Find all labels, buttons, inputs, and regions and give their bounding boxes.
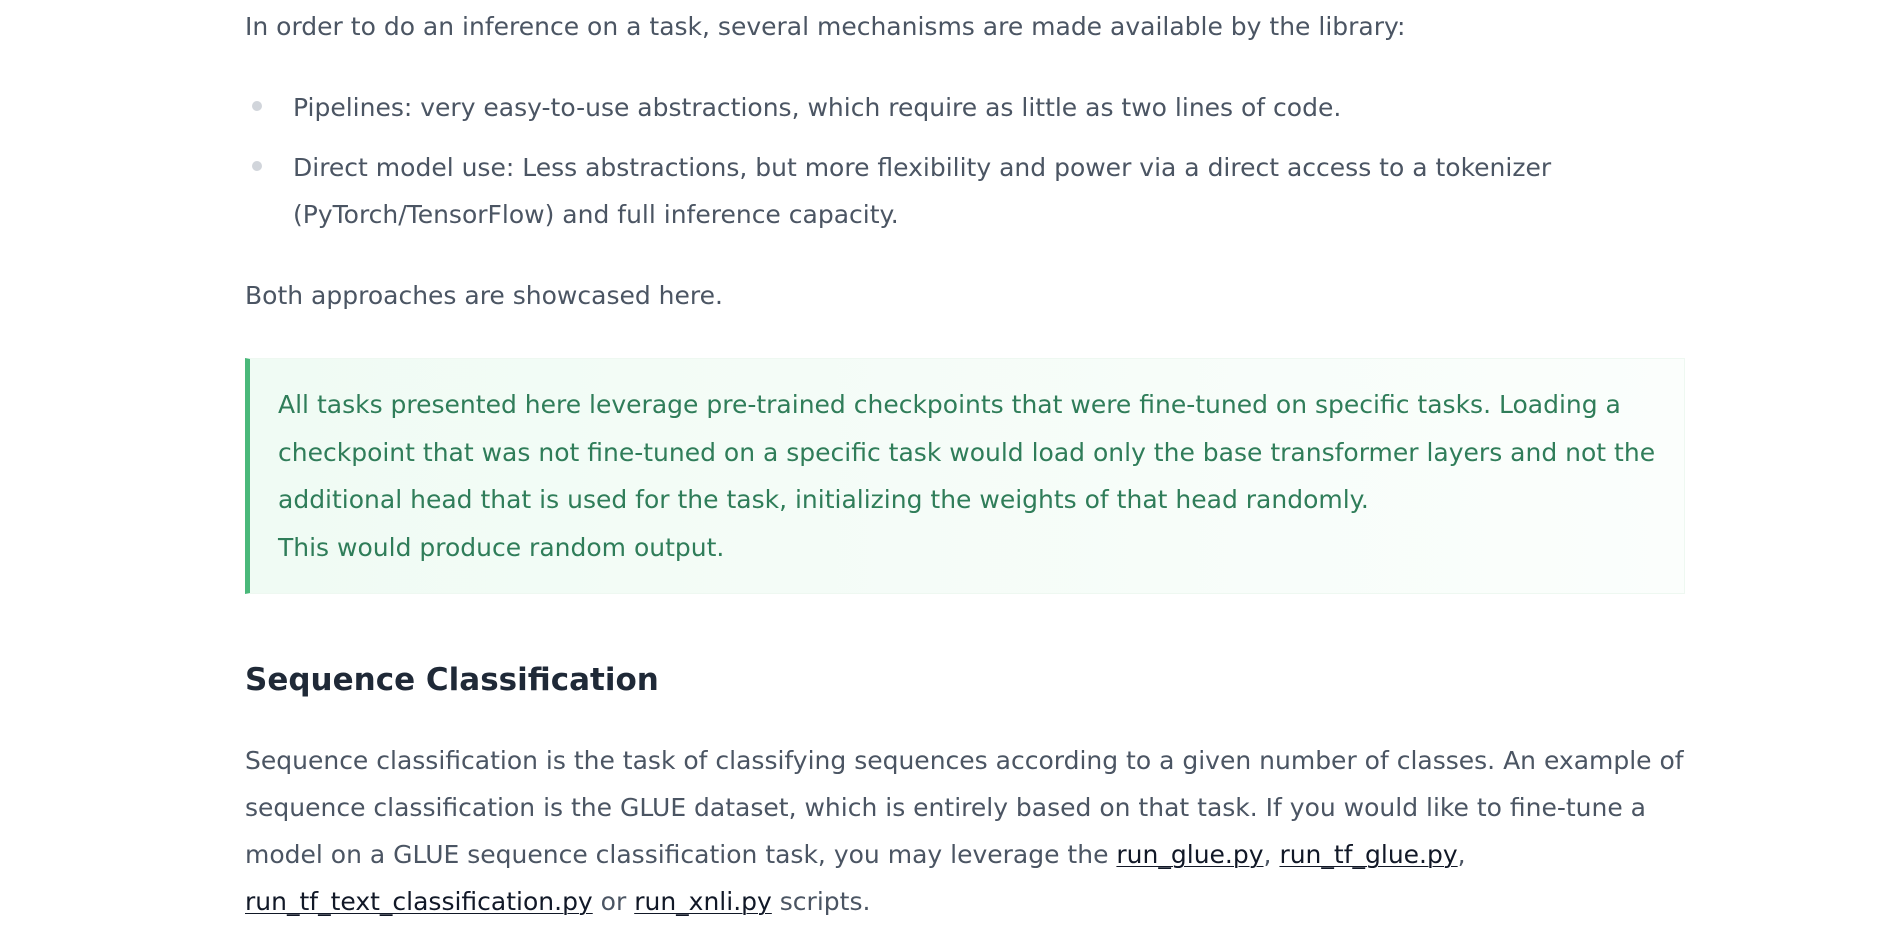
section-heading: Sequence Classification: [245, 662, 659, 698]
list-item: [245, 144, 1685, 238]
run-tf-glue-link[interactable]: run_tf_glue.py: [1279, 840, 1458, 869]
tip-callout: [245, 358, 1685, 594]
list-item-text: Pipelines: very easy-to-use abstractions, which require as little as two lines of code.: [293, 93, 1342, 122]
separator: ,: [1263, 840, 1280, 869]
callout-text: All tasks presented here leverage pre-trained checkpoints that were fine-tuned on specific tasks. Loading a checkpoint that was not fine-tuned on a specific task would load only the base transformer layers and not the additional head that is used for the task, initializing the weights of that head randomly.: [278, 390, 1656, 514]
run-tf-text-classification-link[interactable]: run_tf_text_classification.py: [245, 887, 593, 916]
bullet-icon: [252, 161, 262, 171]
bullet-icon: [252, 101, 262, 111]
separator: ,: [1457, 840, 1466, 869]
run-xnli-link[interactable]: run_xnli.py: [634, 887, 772, 916]
approaches-paragraph: Both approaches are showcased here.: [245, 281, 723, 310]
list-item-text: Direct model use: Less abstractions, but more flexibility and power via a direct access to a tokenizer (PyTorch/TensorFlow) and full inference capacity.: [293, 153, 1552, 229]
paragraph-text-end: scripts.: [771, 887, 871, 916]
sequence-classification-paragraph: [245, 737, 1685, 925]
mechanisms-list: [245, 84, 1685, 251]
separator: or: [592, 887, 635, 916]
paragraph-text: Sequence classification is the task of classifying sequences according to a given number of classes. An example of sequence classification is the GLUE dataset, which is entirely based on that task. If you would like to fine-tune a model on a GLUE sequence classification task, you may leverage the: [245, 746, 1684, 869]
run-glue-link[interactable]: run_glue.py: [1116, 840, 1264, 869]
intro-paragraph: In order to do an inference on a task, several mechanisms are made available by the library:: [245, 12, 1406, 41]
list-item: [245, 84, 1685, 131]
callout-text-second: This would produce random output.: [278, 532, 725, 562]
